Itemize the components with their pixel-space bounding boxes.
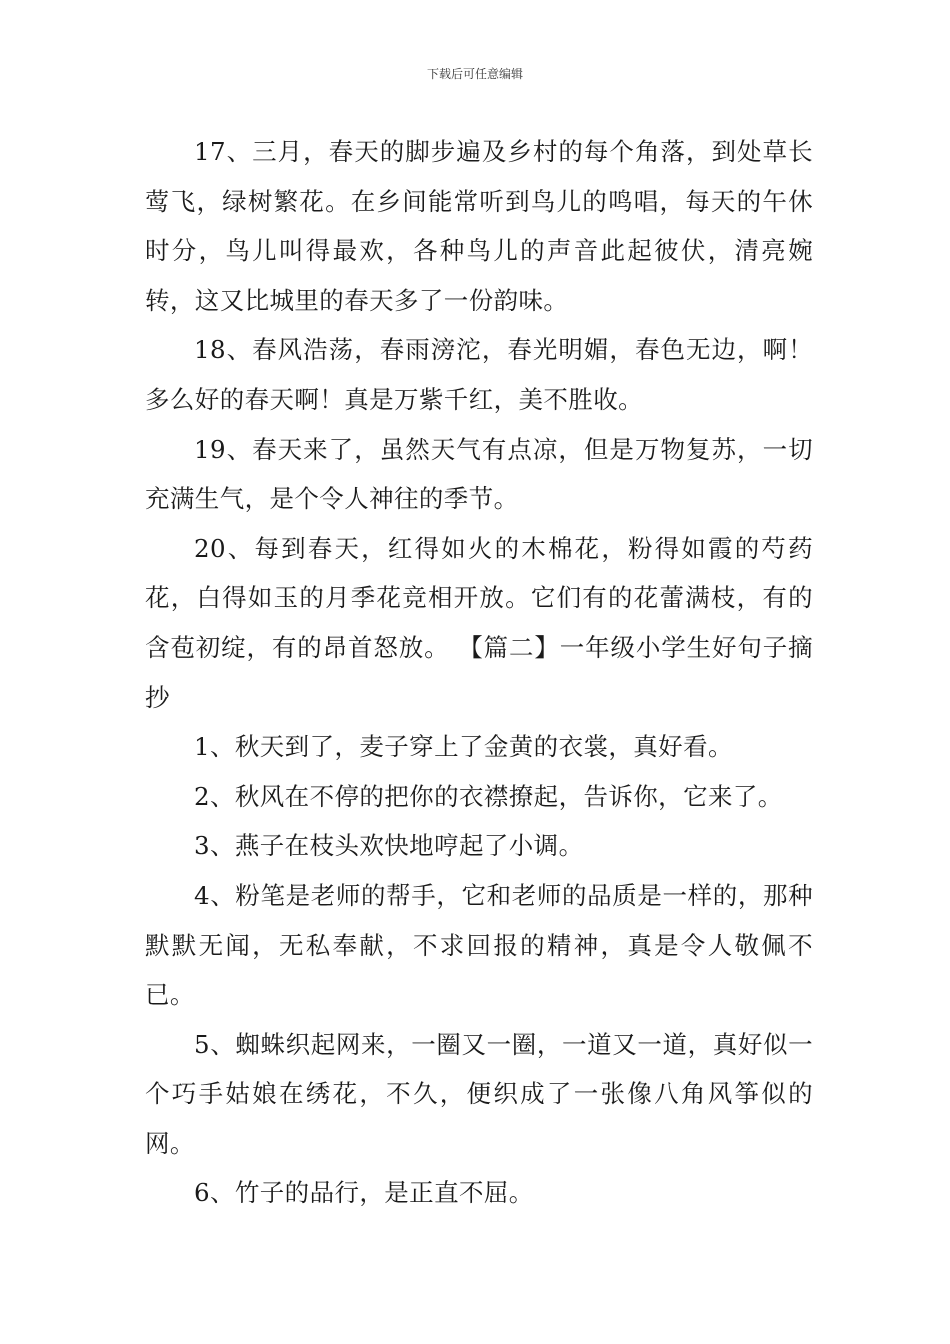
page-header: 下载后可任意编辑 [426, 67, 523, 81]
paragraph-18: 18、春风浩荡，春雨滂沱，春光明媚，春色无边，啊！多么好的春天啊！真是万紫千红，美不胜收。 [145, 335, 813, 414]
paragraph-4: 4、粉笔是老师的帮手，它和老师的品质是一样的，那种默默无闻，无私奉献，不求回报的精神，真是令人敬佩不已。 [145, 880, 813, 1010]
paragraph-19: 19、春天来了，虽然天气有点凉，但是万物复苏，一切充满生气，是个令人神往的季节。 [145, 434, 813, 514]
paragraph-17: 17、三月，春天的脚步遍及乡村的每个角落，到处草长莺飞，绿树繁花。在乡间能常听到鸟儿的鸣唱，每天的午休时分，鸟儿叫得最欢，各种鸟儿的声音此起彼伏，清亮婉转，这又比城里的春天多了一份韵味。 [145, 137, 813, 315]
paragraph-6: 6、竹子的品行，是正直不屈。 [194, 1178, 534, 1208]
document-body [145, 127, 813, 1218]
paragraph-20: 20、每到春天，红得如火的木棉花，粉得如霞的芍药花，白得如玉的月季花竞相开放。它们有的花蕾满枝，有的含苞初绽，有的昂首怒放。 【篇二】一年级小学生好句子摘抄 [145, 533, 813, 712]
paragraph-3: 3、燕子在枝头欢快地哼起了小调。 [194, 831, 584, 861]
paragraph-5: 5、蜘蛛织起网来，一圈又一圈，一道又一道，真好似一个巧手姑娘在绣花，不久，便织成了一张像八角风筝似的网。 [145, 1029, 813, 1158]
paragraph-2: 2、秋风在不停的把你的衣襟撩起，告诉你，它来了。 [194, 781, 783, 811]
paragraph-1: 1、秋天到了，麦子穿上了金黄的衣裳，真好看。 [194, 732, 733, 762]
